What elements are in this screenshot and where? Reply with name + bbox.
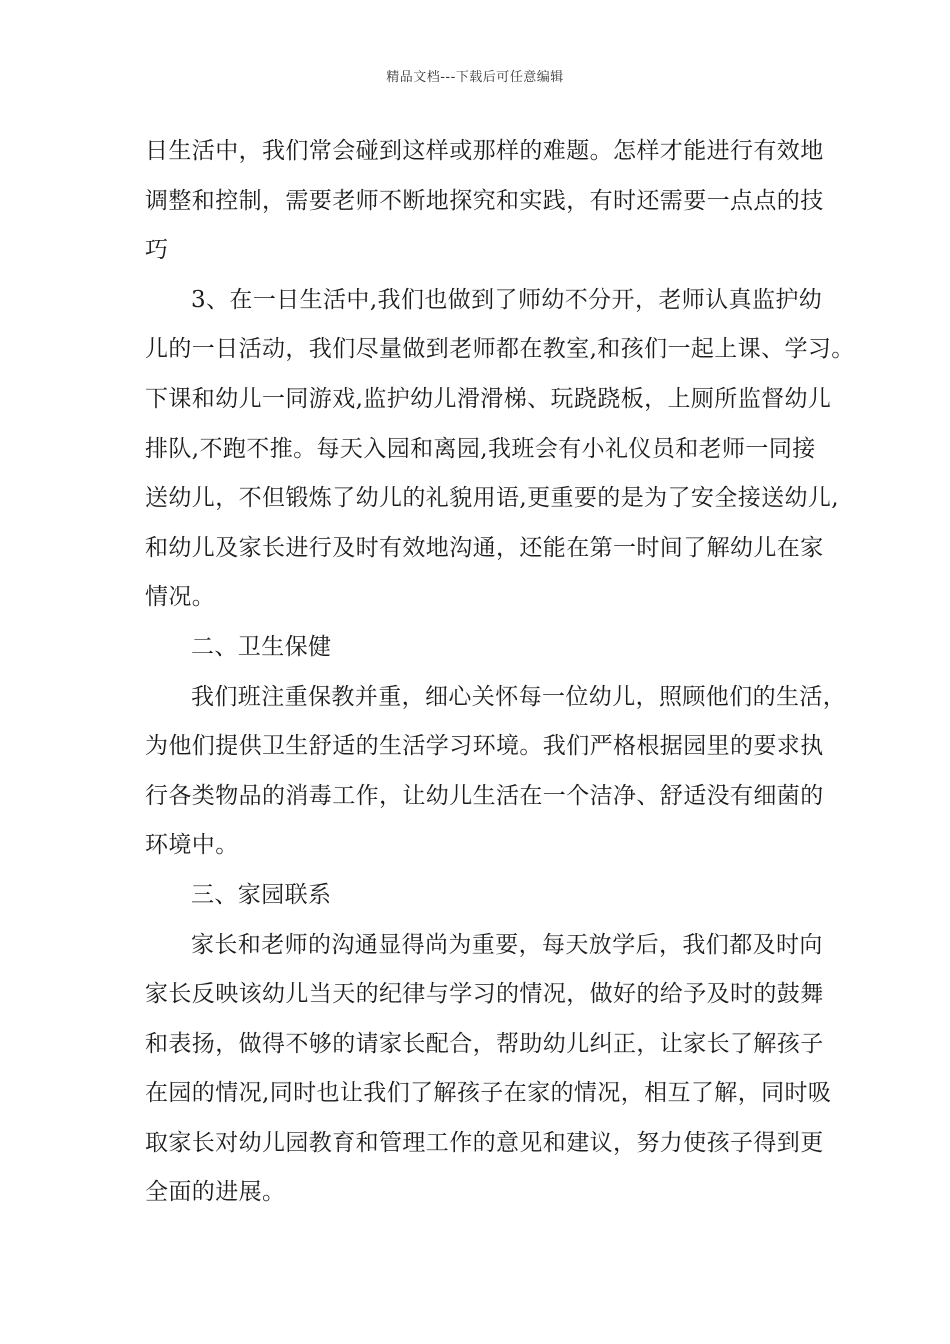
text-line: 取家长对幼儿园教育和管理工作的意见和建议，努力使孩子得到更	[145, 1129, 824, 1156]
text-line: 全面的进展。	[145, 1179, 286, 1206]
section-heading: 二、卫生保健	[191, 633, 332, 660]
text-line: 情况。	[145, 584, 216, 611]
text-line: 和表扬，做得不够的请家长配合，帮助幼儿纠正，让家长了解孩子	[145, 1030, 824, 1057]
text-line: 和幼儿及家长进行及时有效地沟通，还能在第一时间了解幼儿在家	[145, 534, 824, 561]
text-line: 送幼儿，不但锻炼了幼儿的礼貌用语,更重要的是为了安全接送幼儿,	[145, 485, 840, 512]
text-line: 为他们提供卫生舒适的生活学习环境。我们严格根据园里的要求执	[145, 733, 824, 760]
text-line: 行各类物品的消毒工作，让幼儿生活在一个洁净、舒适没有细菌的	[145, 782, 824, 809]
paragraph-start-line: 3、在一日生活中,我们也做到了师幼不分开，老师认真监护幼	[191, 286, 823, 313]
text-line: 下课和幼儿一同游戏,监护幼儿滑滑梯、玩跷跷板，上厕所监督幼儿	[145, 385, 832, 412]
text-line: 调整和控制，需要老师不断地探究和实践，有时还需要一点点的技	[145, 187, 824, 214]
paragraph-start-line: 家长和老师的沟通显得尚为重要，每天放学后，我们都及时向	[191, 931, 823, 958]
section-heading: 三、家园联系	[191, 881, 332, 908]
text-line: 在园的情况,同时也让我们了解孩子在家的情况，相互了解，同时吸	[145, 1080, 832, 1107]
page-header: 精品文档---下载后可任意编辑	[386, 70, 564, 85]
text-line: 环境中。	[145, 832, 239, 859]
document-body	[145, 127, 855, 1218]
text-line: 排队,不跑不推。每天入园和离园,我班会有小礼仪员和老师一同接	[145, 435, 816, 462]
text-line: 巧	[145, 237, 169, 264]
text-line: 日生活中，我们常会碰到这样或那样的难题。怎样才能进行有效地	[145, 138, 824, 164]
paragraph-start-line: 我们班注重保教并重，细心关怀每一位幼儿，照顾他们的生活，	[191, 683, 847, 710]
text-line: 家长反映该幼儿当天的纪律与学习的情况，做好的给予及时的鼓舞	[145, 981, 824, 1008]
text-line: 儿的一日活动，我们尽量做到老师都在教室,和孩们一起上课、学习。	[145, 336, 855, 363]
